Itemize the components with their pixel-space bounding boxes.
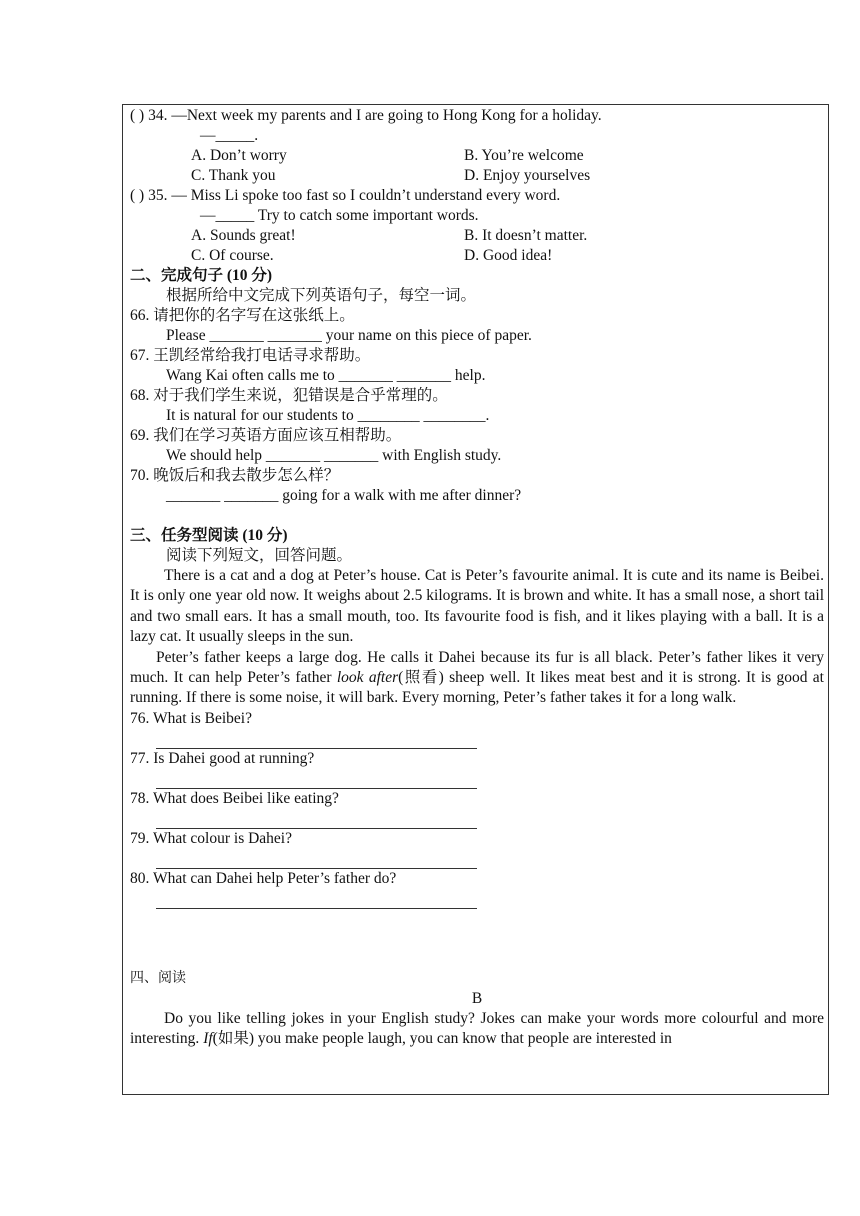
q34-option-d: D. Enjoy yourselves bbox=[464, 167, 591, 184]
passage-b-paragraph bbox=[130, 1009, 824, 1050]
answer-line-79[interactable] bbox=[156, 849, 477, 869]
item67-english: Wang Kai often calls me to _______ _______ help. bbox=[166, 367, 486, 384]
q35-options-cd bbox=[130, 246, 824, 266]
passage-b-text-b: (如果) you make people laugh, you can know that people are interested in bbox=[212, 1030, 672, 1048]
q35-stem: ( ) 35. — Miss Li spoke too fast so I couldn’t understand every word. bbox=[130, 187, 561, 204]
question-78: 78. What does Beibei like eating? bbox=[130, 789, 339, 807]
paragraph-2-italic: look after bbox=[336, 669, 399, 687]
q34-option-c: C. Thank you bbox=[191, 167, 276, 184]
q34-option-b: B. You’re welcome bbox=[464, 147, 584, 164]
item69-english: We should help _______ _______ with English study. bbox=[166, 447, 502, 464]
item67-chinese: 67. 王凯经常给我打电话寻求帮助。 bbox=[130, 347, 371, 364]
passage-paragraph-2 bbox=[130, 648, 824, 709]
paragraph-2-text-b: (照看) sheep well. It likes meat best and it is strong. It is good at running. If there is some noise, it will bark. Every morning, Peter’s father takes it for a long walk. bbox=[130, 669, 824, 707]
q34-option-a: A. Don’t worry bbox=[191, 147, 287, 164]
question-76: 76. What is Beibei? bbox=[130, 709, 252, 727]
passage-b-italic: If bbox=[203, 1030, 213, 1048]
question-79: 79. What colour is Dahei? bbox=[130, 829, 292, 847]
q34-reply: —_____. bbox=[200, 127, 259, 144]
item66-chinese: 66. 请把你的名字写在这张纸上。 bbox=[130, 307, 355, 324]
answer-line-76[interactable] bbox=[156, 729, 477, 749]
q35-option-d: D. Good idea! bbox=[464, 247, 553, 264]
item68-english: It is natural for our students to ________ ________. bbox=[166, 407, 490, 424]
q35-option-c: C. Of course. bbox=[191, 247, 274, 264]
section2-title: 二、完成句子 (10 分) bbox=[130, 267, 273, 284]
spacer bbox=[130, 909, 824, 929]
section3-instruction: 阅读下列短文，回答问题。 bbox=[166, 547, 353, 564]
passage-paragraph-1: There is a cat and a dog at Peter’s house. Cat is Peter’s favourite animal. It is cute and its name is Beibei. It is only one year old now. It weighs about 2.5 kilograms. It is brown and white. It has a small nose, a short tail and two small ears. It has a small mouth, too. Its favourite food is fish, and it likes playing with a ball. It is a lazy cat. It usually sleeps in the sun. bbox=[130, 567, 824, 646]
question-77: 77. Is Dahei good at running? bbox=[130, 749, 315, 767]
q35-option-a: A. Sounds great! bbox=[191, 227, 296, 244]
section3-title: 三、任务型阅读 (10 分) bbox=[130, 527, 288, 544]
worksheet-content bbox=[130, 106, 824, 1050]
passage-label: B bbox=[471, 989, 483, 1007]
passage-b-text-a: Do you like telling jokes in your English study? Jokes can make your words more colourful and more interesting. bbox=[130, 1009, 824, 1048]
item70-english: _______ _______ going for a walk with me after dinner? bbox=[166, 487, 522, 504]
item66-english: Please _______ _______ your name on this piece of paper. bbox=[166, 327, 532, 344]
answer-line-78[interactable] bbox=[156, 809, 477, 829]
answer-line-77[interactable] bbox=[156, 769, 477, 789]
section2-instruction: 根据所给中文完成下列英语句子，每空一词。 bbox=[166, 287, 477, 304]
item69-chinese: 69. 我们在学习英语方面应该互相帮助。 bbox=[130, 427, 402, 444]
q35-options-ab bbox=[130, 226, 824, 246]
item70-chinese: 70. 晚饭后和我去散步怎么样？ bbox=[130, 467, 340, 484]
q35-reply: —_____ Try to catch some important words. bbox=[200, 207, 479, 224]
item68-chinese: 68. 对于我们学生来说，犯错误是合乎常理的。 bbox=[130, 387, 448, 404]
q34-options-cd bbox=[130, 166, 824, 186]
section4-title: 四、阅读 bbox=[130, 970, 186, 986]
spacer bbox=[130, 949, 824, 969]
q35-option-b: B. It doesn’t matter. bbox=[464, 227, 588, 244]
paragraph-2-text-a: Peter’s father keeps a large dog. He calls it Dahei because its fur is all black. Peter’s father likes it very much. It can help Peter’s father bbox=[130, 648, 824, 687]
question-80: 80. What can Dahei help Peter’s father do? bbox=[130, 869, 397, 887]
answer-line-80[interactable] bbox=[156, 889, 477, 909]
q34-options-ab bbox=[130, 146, 824, 166]
spacer bbox=[130, 506, 824, 526]
spacer bbox=[130, 929, 824, 949]
q34-stem: ( ) 34. —Next week my parents and I are going to Hong Kong for a holiday. bbox=[130, 107, 602, 124]
